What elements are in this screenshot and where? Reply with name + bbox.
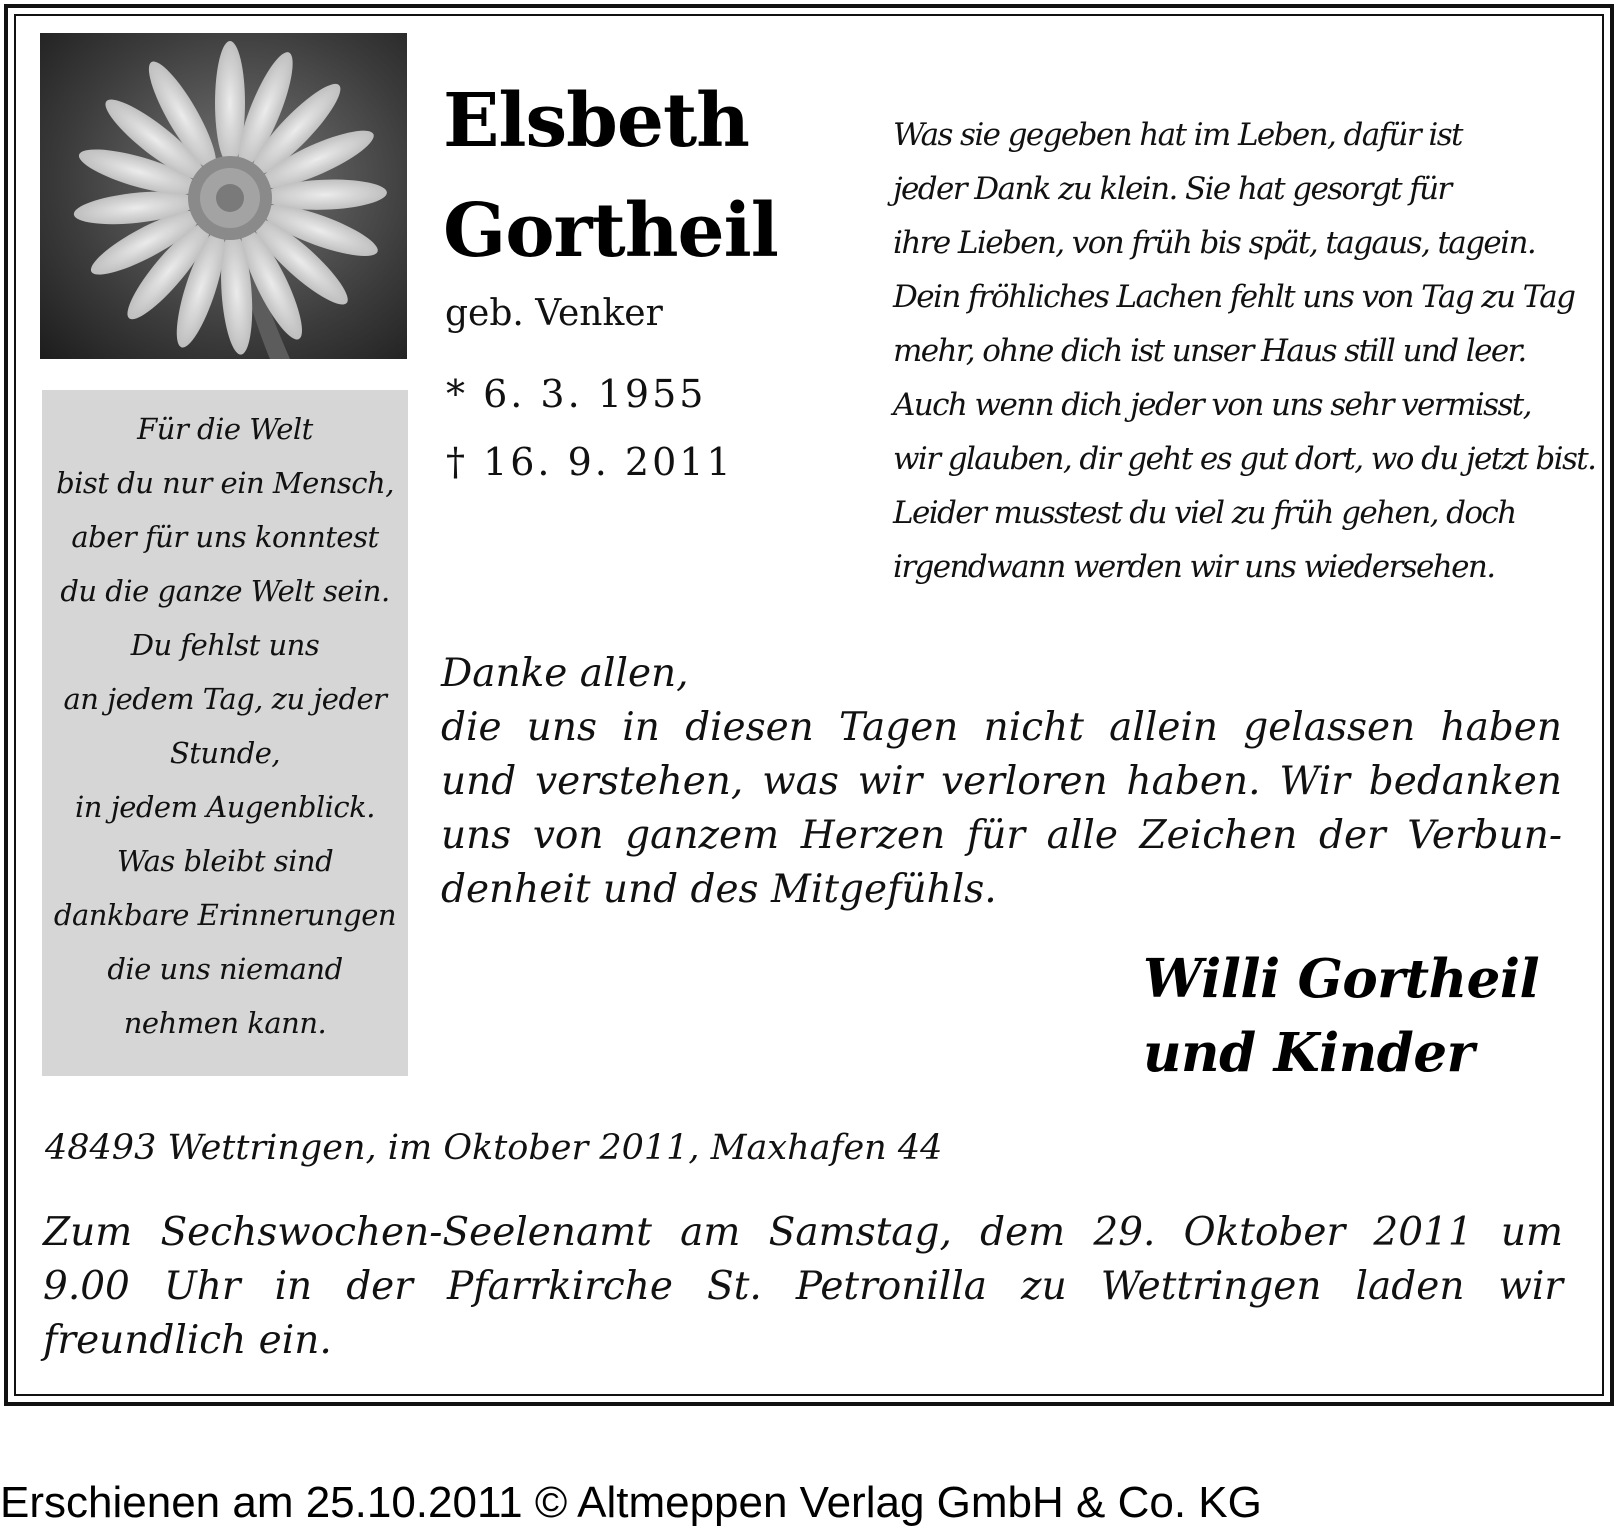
deceased-last-name: Gortheil bbox=[443, 188, 778, 274]
invitation-line: Zum Sechswochen-Seelenamt am Samstag, dem 29. Oktober 2011 um bbox=[43, 1210, 1563, 1255]
verse-line: Dein fröhliches Lachen fehlt uns von Tag zu Tag bbox=[893, 279, 1575, 315]
poem-line: die uns niemand bbox=[107, 952, 343, 986]
poem-line: Was bleibt sind bbox=[116, 844, 334, 878]
verse-line: mehr, ohne dich ist unser Haus still und leer. bbox=[893, 333, 1526, 369]
poem-line: dankbare Erinnerungen bbox=[53, 898, 397, 932]
verse-line: irgendwann werden wir uns wiedersehen. bbox=[893, 549, 1495, 585]
verse-line: jeder Dank zu klein. Sie hat gesorgt für bbox=[893, 171, 1451, 207]
poem-line: Für die Welt bbox=[137, 412, 313, 446]
poem-line: nehmen kann. bbox=[123, 1006, 327, 1040]
thanks-line: denheit und des Mitgefühls. bbox=[441, 867, 997, 912]
poem-box bbox=[42, 390, 408, 1076]
daisy-photo bbox=[40, 33, 407, 359]
publication-footer: Erschienen am 25.10.2011 © Altmeppen Verlag GmbH & Co. KG bbox=[0, 1478, 1262, 1527]
poem-line: Stunde, bbox=[169, 736, 281, 770]
thanks-line: die uns in diesen Tagen nicht allein gelassen haben bbox=[441, 705, 1562, 750]
daisy-icon bbox=[40, 33, 407, 359]
maiden-name: geb. Venker bbox=[445, 293, 663, 334]
signature-line-1: Willi Gortheil bbox=[1143, 948, 1540, 1010]
poem-line: aber für uns konntest bbox=[71, 520, 379, 554]
place-date: 48493 Wettringen, im Oktober 2011, Maxhafen 44 bbox=[45, 1128, 943, 1168]
verse-line: Leider musstest du viel zu früh gehen, doch bbox=[893, 495, 1516, 531]
invitation-line: freundlich ein. bbox=[43, 1318, 332, 1363]
poem-line: in jedem Augenblick. bbox=[75, 790, 375, 824]
poem-line: an jedem Tag, zu jeder bbox=[63, 682, 387, 716]
thanks-line: und verstehen, was wir verloren haben. Wir bedanken bbox=[441, 759, 1562, 804]
invitation-line: 9.00 Uhr in der Pfarrkirche St. Petronilla zu Wettringen laden wir bbox=[43, 1264, 1563, 1309]
poem-line: bist du nur ein Mensch, bbox=[56, 466, 394, 500]
death-date: † 16. 9. 2011 bbox=[446, 440, 734, 484]
birth-date: * 6. 3. 1955 bbox=[446, 372, 707, 416]
signature-line-2: und Kinder bbox=[1143, 1022, 1475, 1084]
verse-line: wir glauben, dir geht es gut dort, wo du jetzt bist. bbox=[893, 441, 1596, 477]
verse-line: ihre Lieben, von früh bis spät, tagaus, tagein. bbox=[893, 225, 1536, 261]
deceased-first-name: Elsbeth bbox=[443, 78, 749, 164]
poem-line: Du fehlst uns bbox=[130, 628, 320, 662]
verse-line: Auch wenn dich jeder von uns sehr vermisst, bbox=[893, 387, 1531, 423]
poem-line: du die ganze Welt sein. bbox=[60, 574, 390, 608]
thanks-line: uns von ganzem Herzen für alle Zeichen der Verbun- bbox=[441, 813, 1562, 858]
thanks-heading: Danke allen, bbox=[441, 651, 689, 696]
verse-line: Was sie gegeben hat im Leben, dafür ist bbox=[893, 117, 1462, 153]
